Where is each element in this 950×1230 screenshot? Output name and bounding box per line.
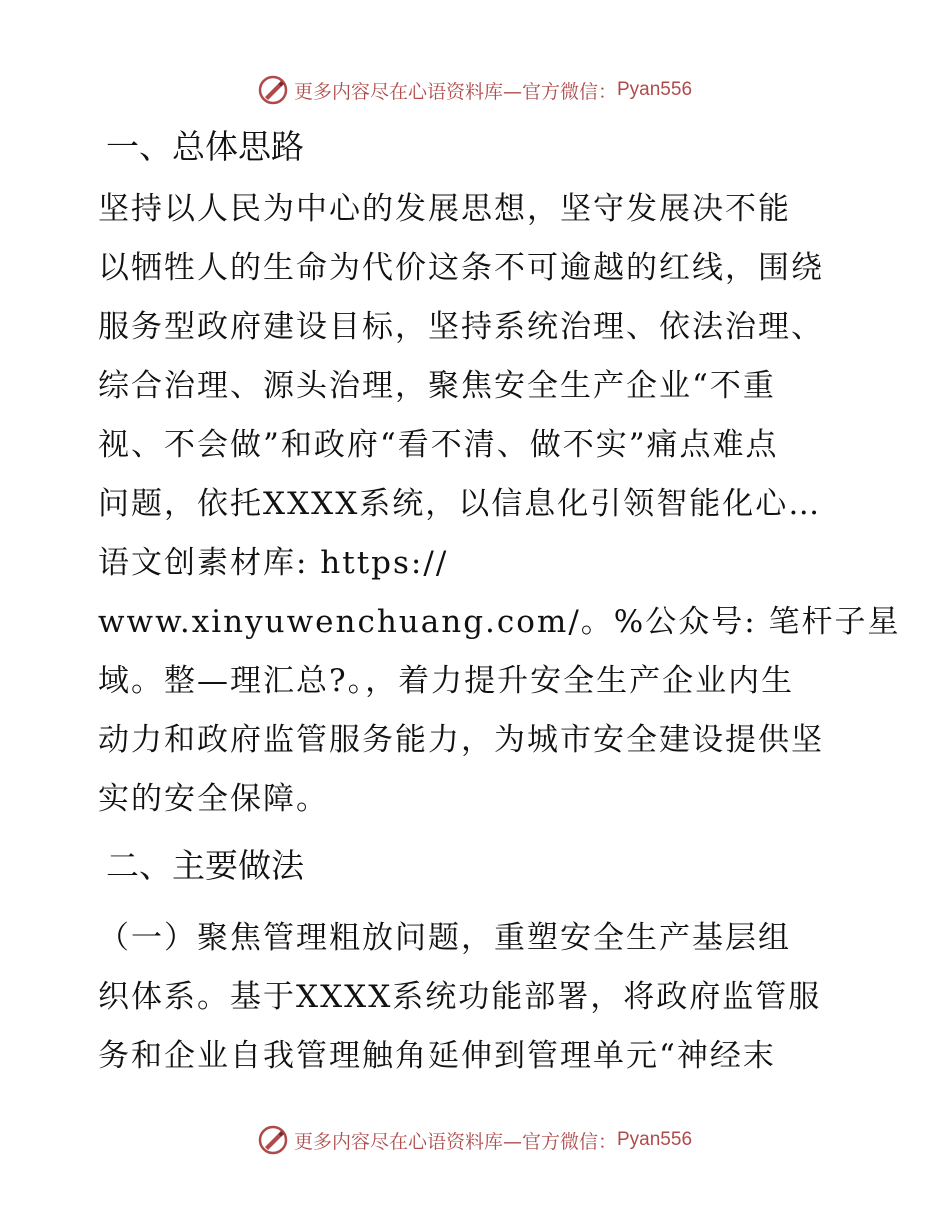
text-line: 实的安全保障。 [98,781,329,817]
text-line: 务和企业自我管理触角延伸到管理单元“神经末 [98,1038,776,1074]
text-line: www.xinyuwenchuang.com/。%公众号: 笔杆子星 [98,604,901,640]
text-line: 织体系。基于XXXX系统功能部署，将政府监管服 [98,979,822,1015]
watermark-id: Pyan556 [617,79,693,100]
watermark-text: 更多内容尽在心语资料库—官方微信： [293,1130,617,1153]
text-line: 动力和政府监管服务能力，为城市安全建设提供坚 [98,722,824,758]
text-line: 以牺牲人的生命为代价这条不可逾越的红线，围绕 [98,250,824,286]
text-line: （一）聚焦管理粗放问题，重塑安全生产基层组 [98,920,791,956]
text-line: 服务型政府建设目标，坚持系统治理、依法治理、 [98,309,824,345]
watermark-id: Pyan556 [617,1129,693,1150]
watermark-banner-top [0,70,950,110]
watermark-text: 更多内容尽在心语资料库—官方微信： [293,80,617,103]
document-body [98,120,901,1086]
text-line: 坚持以人民为中心的发展思想，坚守发展决不能 [98,191,791,227]
pen-logo-icon [258,1125,288,1155]
text-line: 语文创素材库: https:// [98,545,449,581]
paragraph-2 [98,909,858,1086]
text-line: 域。整—理汇总?。，着力提升安全生产企业内生 [98,663,795,699]
text-line: 综合治理、源头治理，聚焦安全生产企业“不重 [98,368,776,404]
watermark-banner-bottom [0,1120,950,1160]
paragraph-1 [98,180,901,829]
section-heading-2: 二、主要做法 [106,846,304,885]
pen-logo-icon [258,75,288,105]
section-heading-1: 一、总体思路 [106,127,304,166]
text-line: 问题，依托XXXX系统，以信息化引领智能化心… [98,486,822,522]
text-line: 视、不会做”和政府“看不清、做不实”痛点难点 [98,427,779,463]
